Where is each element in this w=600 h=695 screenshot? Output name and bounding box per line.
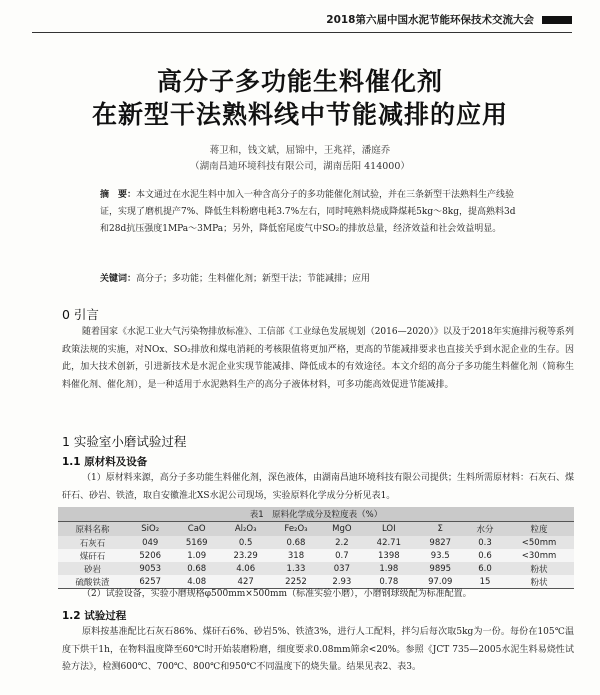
table-cell: 硫酸铁渣 [58, 575, 127, 589]
table-cell: 砂岩 [58, 562, 127, 575]
table-cell: 5169 [173, 536, 220, 549]
section-1-1-heading: 1.1 原材料及设备 [62, 456, 148, 468]
table-cell: 1.98 [363, 562, 414, 575]
table-cell: 9827 [415, 536, 466, 549]
table-cell: 037 [321, 562, 363, 575]
table-cell: 42.71 [363, 536, 414, 549]
table-row [58, 549, 574, 562]
running-header [326, 12, 572, 27]
section-1-heading: 1 实验室小磨试验过程 [62, 434, 187, 449]
table-cell: 23.29 [220, 549, 271, 562]
abstract-text: 本文通过在水泥生料中加入一种含高分子的多功能催化剂试验，并在三条新型干法熟料生产线验证，实现了磨机提产7%、降低生料粉磨电耗3.7%左右，同时吨熟料烧成降煤耗5kg～8kg，提高熟料3d和28d抗压强度1MPa～3MPa；另外，降低窑尾废气中SO₂的排放总量，经济效益和社会效益明显。 [100, 190, 516, 234]
table-header: 原料名称 [58, 522, 127, 537]
table-cell: <30mm [504, 549, 574, 562]
section-0-text: 随着国家《水泥工业大气污染物排放标准》、工信部《工业绿色发展规划（2016—2020）》以及于2018年实施排污税等系列政策法规的实施，对NOx、SO₂排放和煤电消耗的考核限值将更加严格，更高的节能减排要求也直接关乎到水泥企业的生存。因此，加大技术创新，引进新技术是水泥企业实现节能减排、降低成本的有效途径。本文介绍的高分子多功能生料催化剂（简称生料催化剂、催化剂），是一种适用于水泥熟料生产的高分子液体材料，可多功能高效促进节能减排。 [62, 327, 574, 390]
table-header: CaO [173, 522, 220, 537]
section-1-1-text: （1）原材料来源，高分子多功能生料催化剂，深色液体，由湖南昌迪环境科技有限公司提供；生料所需原材料：石灰石、煤矸石、砂岩、铁渣，取自安徽淮北XS水泥公司现场，实验原料化学成分分析见表1。 [62, 473, 574, 501]
table-cell: 4.06 [220, 562, 271, 575]
table-cell: 049 [127, 536, 174, 549]
section-1-2-text: 原料按基准配比石灰石86%、煤矸石6%、砂岩5%、铁渣3%，进行人工配料，拌匀后每次取5kg为一份。每份在105℃温度下烘干1h，在物料温度降至60℃时开始装磨粉磨，细度要求0.08mm筛余<20%。参照《JCT 735—2005水泥生料易烧性试验方法》，检测600℃、700℃、800℃和950℃不同温度下的烧失量。结果见表2、表3。 [62, 627, 574, 672]
paper-title-line1: 高分子多功能生料催化剂 [156, 67, 443, 96]
table-cell: 318 [271, 549, 320, 562]
table-header: 水分 [466, 522, 504, 537]
table-cell: 427 [220, 575, 271, 589]
table-cell: 0.68 [173, 562, 220, 575]
table-cell: <50mm [504, 536, 574, 549]
paper-title-line2: 在新型干法熟料线中节能减排的应用 [91, 100, 508, 129]
keywords [100, 271, 522, 284]
header-rule [32, 32, 572, 33]
table-1-caption: 表1 原料化学成分及粒度表（%） [58, 507, 574, 521]
keywords-text: 高分子；多功能；生料催化剂；新型干法；节能减排；应用 [136, 274, 371, 284]
table-cell: 1.09 [173, 549, 220, 562]
section-1-2-heading: 1.2 试验过程 [62, 610, 127, 622]
abstract-label: 摘 要： [100, 190, 137, 200]
table-cell: 0.6 [466, 549, 504, 562]
table-header: LOI [363, 522, 414, 537]
abstract [100, 187, 522, 238]
table-row [58, 536, 574, 549]
table-cell: 0.68 [271, 536, 320, 549]
table-header: Σ [415, 522, 466, 537]
table-cell: 6.0 [466, 562, 504, 575]
affiliation: （湖南昌迪环境科技有限公司，湖南岳阳 414000） [190, 161, 410, 172]
table-cell: 6257 [127, 575, 174, 589]
table-cell: 石灰石 [58, 536, 127, 549]
header-bar-mark [542, 16, 572, 24]
table-cell: 9053 [127, 562, 174, 575]
table-header-row [58, 522, 574, 537]
table-header: SiO₂ [127, 522, 174, 537]
section-0-heading: 0 引言 [62, 307, 99, 322]
table-cell: 煤矸石 [58, 549, 127, 562]
table-row [58, 562, 574, 575]
table-header: Al₂O₃ [220, 522, 271, 537]
table-cell: 2.2 [321, 536, 363, 549]
equipment-text: （2）试验设备，实验小磨规格φ500mm×500mm（标准实验小磨），小磨钢球级配为标准配置。 [82, 589, 472, 599]
table-cell: 2.93 [321, 575, 363, 589]
table-cell: 5206 [127, 549, 174, 562]
table-cell: 97.09 [415, 575, 466, 589]
table-cell: 0.5 [220, 536, 271, 549]
table-header: 粒度 [504, 522, 574, 537]
table-cell: 1.33 [271, 562, 320, 575]
table-cell: 15 [466, 575, 504, 589]
table-header: MgO [321, 522, 363, 537]
authors: 蒋卫和，钱文斌，屈锦中，王兆祥，潘庭乔 [209, 145, 391, 156]
table-cell: 0.3 [466, 536, 504, 549]
keywords-label: 关键词： [100, 274, 137, 284]
table-cell: 0.7 [321, 549, 363, 562]
table-cell: 粉状 [504, 562, 574, 575]
table-cell: 9895 [415, 562, 466, 575]
table-cell: 粉状 [504, 575, 574, 589]
table-cell: 2252 [271, 575, 320, 589]
table-cell: 0.78 [363, 575, 414, 589]
table-header: Fe₂O₃ [271, 522, 320, 537]
table-cell: 4.08 [173, 575, 220, 589]
table-cell: 93.5 [415, 549, 466, 562]
conference-name: 2018第六届中国水泥节能环保技术交流大会 [326, 14, 534, 26]
table-cell: 1398 [363, 549, 414, 562]
table-1 [58, 507, 574, 589]
